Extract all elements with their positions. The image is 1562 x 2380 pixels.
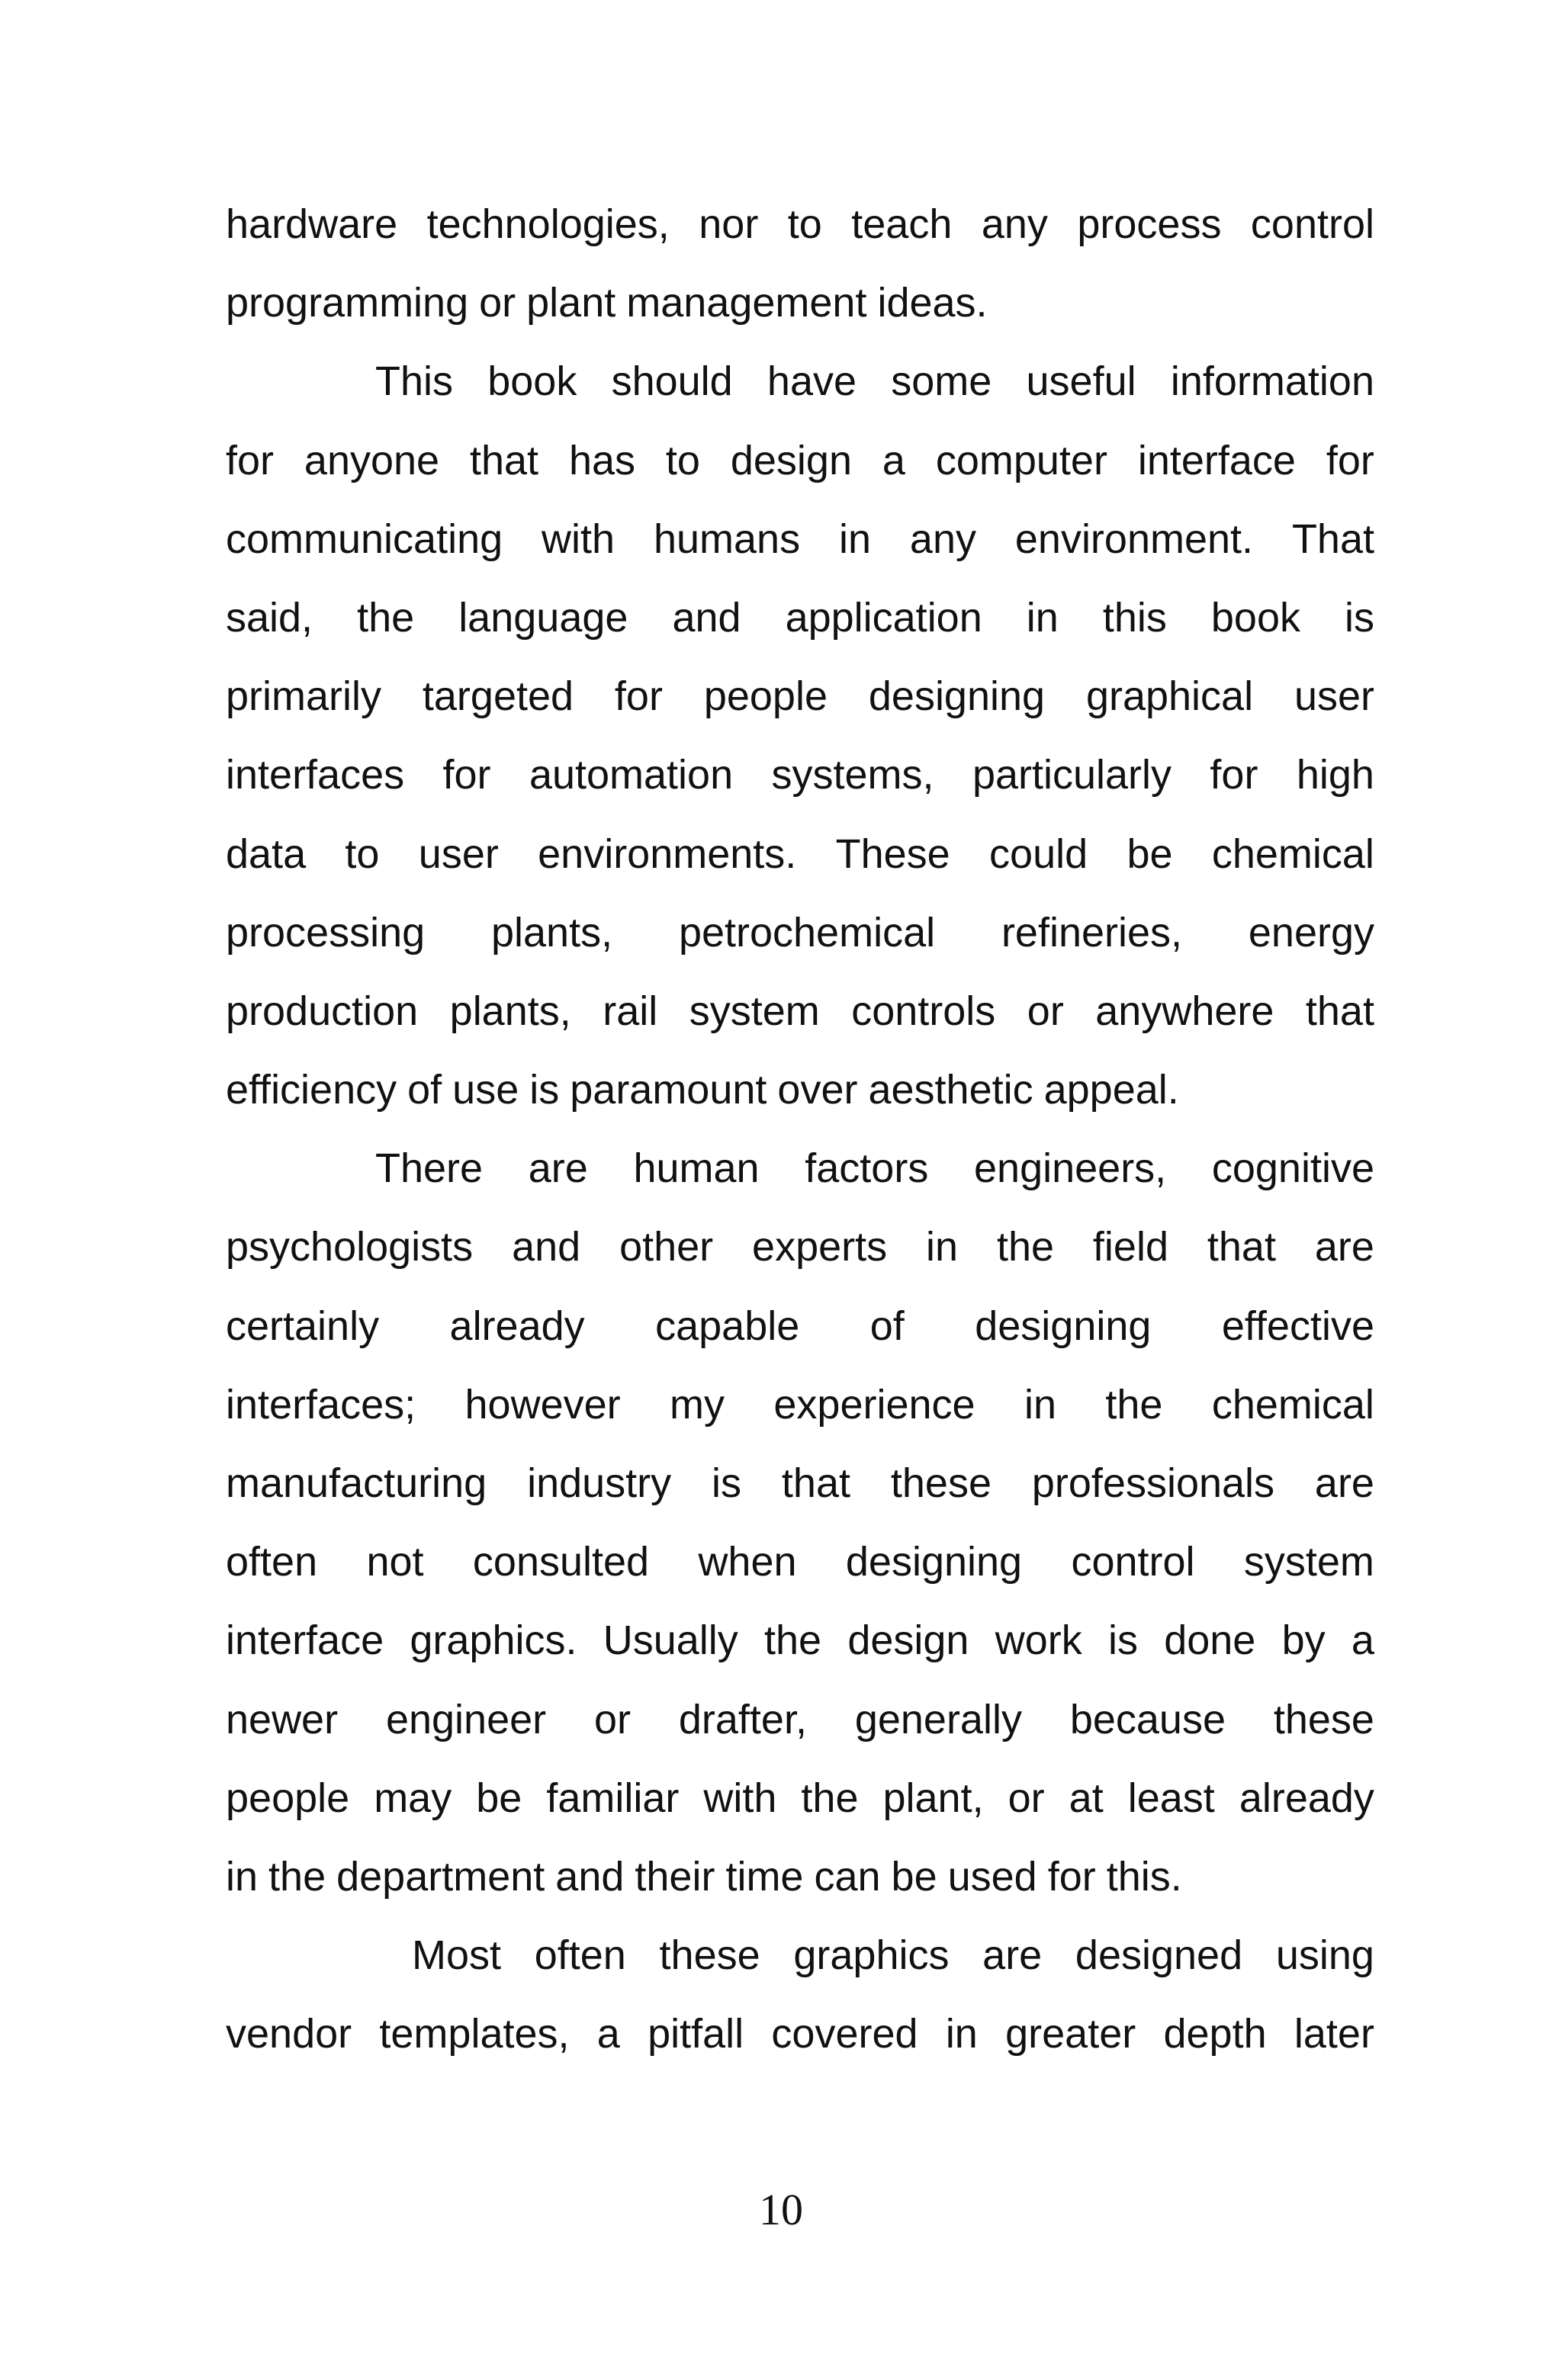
word: is [1107, 1617, 1138, 1664]
word: templates, [379, 2011, 570, 2057]
word: that [469, 437, 539, 483]
word: used [947, 1853, 1037, 1900]
word: be [1127, 830, 1173, 877]
word: application [785, 594, 982, 641]
word: interface [226, 1617, 384, 1664]
word: to [665, 437, 700, 483]
word: over [777, 1067, 858, 1113]
word: paramount [570, 1067, 767, 1113]
word: in [945, 2011, 978, 2057]
word: processing [226, 909, 426, 956]
word: at [1069, 1775, 1104, 1821]
word: for [1047, 1853, 1096, 1900]
word: can [814, 1853, 881, 1900]
word: cognitive [1211, 1145, 1374, 1192]
word: be [891, 1853, 937, 1900]
word: factors [805, 1145, 929, 1192]
word: effective [1221, 1302, 1374, 1349]
word: is [529, 1067, 560, 1113]
text-line [226, 194, 1374, 272]
word: my [670, 1381, 725, 1428]
text-line [226, 1138, 1374, 1216]
word: These [835, 830, 950, 877]
word: graphical [1085, 673, 1254, 720]
word: the [268, 1853, 326, 1900]
word: user [1294, 673, 1374, 720]
word: the [996, 1224, 1055, 1270]
word: and [555, 1853, 625, 1900]
word: anyone [304, 437, 440, 483]
word: the [1105, 1381, 1163, 1428]
word: for [614, 673, 663, 720]
text-line [226, 1925, 1374, 2003]
word: could [989, 830, 1088, 877]
word: human [633, 1145, 760, 1192]
word: use [452, 1067, 519, 1113]
word: plants, [449, 988, 571, 1034]
word: environment. [1014, 516, 1254, 562]
word: and [512, 1224, 581, 1270]
word: design [847, 1617, 969, 1664]
word: interface [1137, 437, 1296, 483]
word: is [1345, 594, 1374, 641]
word: Usually [603, 1617, 738, 1664]
word: by [1281, 1617, 1326, 1664]
word: not [366, 1539, 424, 1585]
word: generally [854, 1696, 1022, 1742]
word: to [787, 201, 822, 247]
word: professionals [1031, 1460, 1275, 1506]
word: designed [1075, 1932, 1243, 1979]
word: targeted [422, 673, 574, 720]
word: consulted [472, 1539, 650, 1585]
word: in [1024, 1381, 1056, 1428]
word: nor [699, 201, 759, 247]
word: plant [526, 280, 616, 326]
text-line [226, 1216, 1374, 1295]
word: are [528, 1145, 588, 1192]
word: efficiency [226, 1067, 397, 1113]
word: when [698, 1539, 797, 1585]
word: these [659, 1932, 760, 1979]
word: ideas. [877, 280, 988, 326]
word: engineers, [974, 1145, 1167, 1192]
word: management [626, 280, 867, 326]
word: some [891, 358, 992, 405]
word: chemical [1211, 830, 1374, 877]
word: covered [771, 2011, 918, 2057]
word: language [458, 594, 628, 641]
word: plant, [882, 1775, 984, 1821]
text-line [226, 981, 1374, 1059]
text-line [226, 902, 1374, 981]
word: of [407, 1067, 442, 1113]
word: automation [529, 752, 734, 798]
word: appeal. [1043, 1067, 1179, 1113]
word: environments. [538, 830, 797, 877]
word: control [1071, 1539, 1195, 1585]
word: be [476, 1775, 522, 1821]
word: Most [412, 1932, 502, 1979]
text-line [226, 1531, 1374, 1610]
word: chemical [1211, 1381, 1374, 1428]
word: that [1207, 1224, 1276, 1270]
word: capable [655, 1302, 800, 1349]
word: a [882, 437, 905, 483]
word: plants, [490, 909, 613, 956]
text-line [226, 1453, 1374, 1531]
word: or [479, 280, 516, 326]
word: people [226, 1775, 350, 1821]
word: or [1027, 988, 1064, 1034]
word: useful [1026, 358, 1136, 405]
word: This [375, 358, 454, 405]
word: greater [1005, 2011, 1136, 2057]
word: are [982, 1932, 1043, 1979]
word: graphics. [410, 1617, 577, 1664]
word: newer [226, 1696, 339, 1742]
word: controls [851, 988, 996, 1034]
word: engineer [385, 1696, 547, 1742]
word: system [689, 988, 820, 1034]
word: manufacturing [226, 1460, 487, 1506]
word: least [1127, 1775, 1215, 1821]
text-line [226, 2003, 1374, 2082]
word: petrochemical [678, 909, 936, 956]
word: have [767, 358, 857, 405]
word: already [449, 1302, 585, 1349]
word: however [464, 1381, 621, 1428]
word: often [226, 1539, 318, 1585]
text-line [226, 1059, 1374, 1138]
word: their [635, 1853, 715, 1900]
word: or [593, 1696, 631, 1742]
word: for [1210, 752, 1258, 798]
word: high [1296, 752, 1374, 798]
text-line [226, 824, 1374, 902]
text-line [226, 272, 1374, 351]
word: field [1092, 1224, 1168, 1270]
word: with [542, 516, 615, 562]
word: the [357, 594, 415, 641]
word: user [418, 830, 499, 877]
text-line [226, 1374, 1374, 1453]
word: designing [975, 1302, 1152, 1349]
word: in [838, 516, 872, 562]
word: of [869, 1302, 905, 1349]
word: these [890, 1460, 992, 1506]
word: done [1164, 1617, 1256, 1664]
text-line [226, 1689, 1374, 1768]
word: the [801, 1775, 859, 1821]
text-line [226, 1610, 1374, 1688]
word: in [926, 1224, 959, 1270]
word: any [909, 516, 976, 562]
word: book [1210, 594, 1300, 641]
word: refineries, [1001, 909, 1183, 956]
word: There [375, 1145, 484, 1192]
text-line [226, 666, 1374, 744]
word: people [703, 673, 828, 720]
word: often [534, 1932, 626, 1979]
word: interfaces [226, 752, 405, 798]
word: programming [226, 280, 469, 326]
word: industry [527, 1460, 672, 1506]
word: interfaces; [226, 1381, 416, 1428]
word: teach [851, 201, 953, 247]
word: for [226, 437, 275, 483]
word: control [1250, 201, 1374, 247]
page-number: 10 [759, 2185, 803, 2234]
word: with [703, 1775, 777, 1821]
word: designing [868, 673, 1046, 720]
word: time [725, 1853, 804, 1900]
text-line [226, 351, 1374, 429]
word: for [1326, 437, 1374, 483]
word: particularly [972, 752, 1172, 798]
word: drafter, [678, 1696, 807, 1742]
word: a [1351, 1617, 1374, 1664]
word: communicating [226, 516, 503, 562]
text-line [226, 1296, 1374, 1374]
word: and [672, 594, 741, 641]
word: book [487, 358, 577, 405]
word: should [611, 358, 733, 405]
word: production [226, 988, 419, 1034]
word: other [619, 1224, 714, 1270]
word: vendor [226, 2011, 352, 2057]
word: process [1077, 201, 1222, 247]
word: has [568, 437, 636, 483]
word: later [1294, 2011, 1374, 2057]
word: department [336, 1853, 545, 1900]
word: to [345, 830, 380, 877]
word: these [1273, 1696, 1374, 1742]
word: aesthetic [868, 1067, 1033, 1113]
text-line [226, 587, 1374, 666]
word: that [781, 1460, 850, 1506]
word: in [226, 1853, 259, 1900]
word: designing [845, 1539, 1023, 1585]
word: familiar [546, 1775, 680, 1821]
word: experts [752, 1224, 888, 1270]
word: already [1239, 1775, 1374, 1821]
word: energy [1248, 909, 1374, 956]
word: any [981, 201, 1048, 247]
word: are [1314, 1460, 1374, 1506]
word: because [1069, 1696, 1226, 1742]
text-line [226, 1768, 1374, 1846]
word: or [1008, 1775, 1045, 1821]
word: computer [935, 437, 1107, 483]
word: this [1102, 594, 1167, 641]
word: data [226, 830, 307, 877]
word: system [1243, 1539, 1374, 1585]
word: a [596, 2011, 620, 2057]
word: said, [226, 594, 313, 641]
word: That [1291, 516, 1374, 562]
word: certainly [226, 1302, 380, 1349]
text-line [226, 509, 1374, 587]
text-line [226, 744, 1374, 823]
word: anywhere [1095, 988, 1274, 1034]
word: for [442, 752, 491, 798]
text-line [226, 1846, 1374, 1925]
word: rail [603, 988, 658, 1034]
word: the [764, 1617, 822, 1664]
word: work [995, 1617, 1082, 1664]
word: technologies, [426, 201, 670, 247]
text-line [226, 430, 1374, 509]
word: using [1275, 1932, 1374, 1979]
word: psychologists [226, 1224, 474, 1270]
word: pitfall [648, 2011, 744, 2057]
word: is [712, 1460, 742, 1506]
word: graphics [793, 1932, 950, 1979]
word: design [730, 437, 852, 483]
word: primarily [226, 673, 382, 720]
word: in [1026, 594, 1059, 641]
word: information [1170, 358, 1374, 405]
word: are [1314, 1224, 1374, 1270]
word: humans [653, 516, 801, 562]
word: may [374, 1775, 452, 1821]
body-text [226, 194, 1374, 2083]
word: systems, [771, 752, 934, 798]
word: depth [1163, 2011, 1267, 2057]
word: hardware [226, 201, 398, 247]
word: experience [773, 1381, 975, 1428]
word: this. [1106, 1853, 1182, 1900]
word: that [1305, 988, 1374, 1034]
